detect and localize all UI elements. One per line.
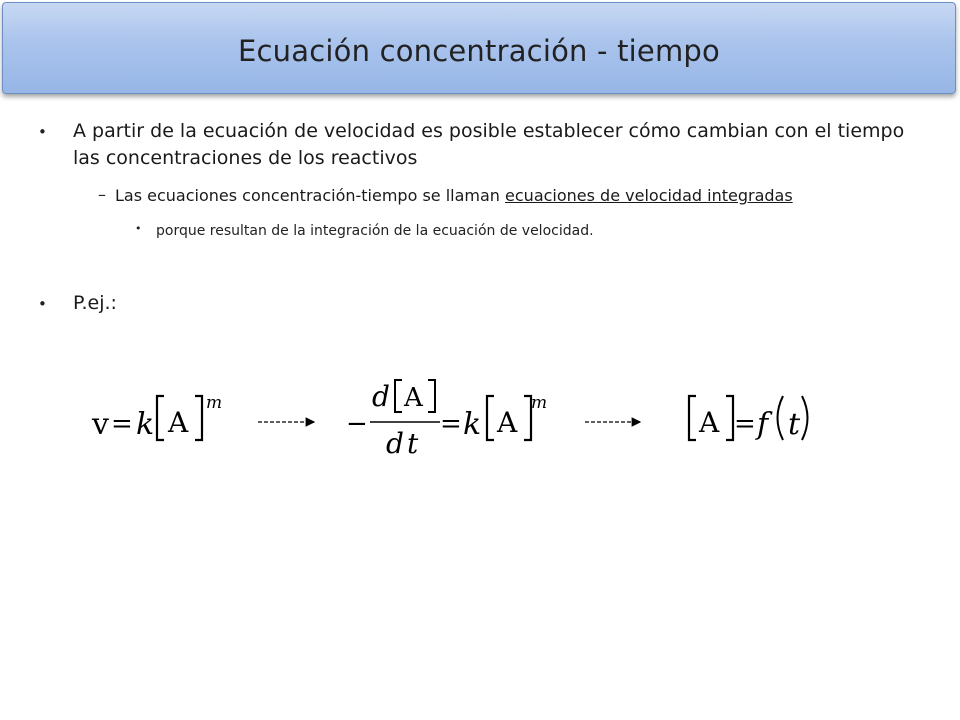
eq2-bracket-left-num (395, 380, 402, 412)
eq2-d-denominator: d (386, 427, 404, 460)
eq2-t-denominator: t (407, 427, 419, 460)
eq1-v: v (92, 407, 109, 442)
bullet-mark: • (135, 222, 142, 235)
eq3-f: f (757, 407, 769, 442)
eq2-minus: − (346, 409, 368, 439)
bullet-level3-1 (135, 220, 935, 242)
bullet-level1-1 (38, 118, 938, 172)
bullet-level2-1 (98, 184, 948, 208)
bullet-level1-2 (38, 290, 117, 317)
equation-integrated (689, 396, 808, 442)
equations-figure (0, 360, 960, 470)
bullet-text: porque resultan de la integración de la ecuación de velocidad. (156, 223, 594, 239)
eq3-paren-left (778, 396, 784, 440)
eq2-equals: = (440, 409, 462, 439)
bullet-text: P.ej.: (73, 292, 117, 314)
eq3-bracket-right (726, 396, 733, 440)
eq3-A: A (699, 406, 720, 439)
eq2-exponent: m (531, 393, 548, 413)
slide-title: Ecuación concentración - tiempo (238, 34, 720, 68)
equation-rate-law (91, 393, 222, 442)
eq3-t: t (788, 407, 801, 442)
equation-differential (346, 380, 547, 460)
eq2-A-numerator: A (404, 383, 423, 413)
eq2-d-numerator: d (372, 380, 390, 413)
eq2-bracket-right (524, 396, 531, 440)
eq1-A: A (168, 406, 189, 439)
bullet-text-plain: Las ecuaciones concentración-tiempo se llaman (115, 186, 506, 205)
bullet-mark: • (38, 123, 47, 141)
eq1-k: k (136, 407, 155, 442)
eq3-paren-right (802, 396, 808, 440)
dash-mark: – (98, 185, 106, 204)
bullet-text: A partir de la ecuación de velocidad es posible establecer cómo cambian con el tiempo las concentraciones de los reactivos (73, 120, 905, 169)
eq1-bracket-left (157, 396, 164, 440)
eq3-bracket-left (689, 396, 696, 440)
eq1-equals: = (111, 409, 133, 439)
bullet-mark: • (38, 295, 47, 313)
eq2-bracket-left (487, 396, 494, 440)
underlined-term: ecuaciones de velocidad integradas (505, 186, 793, 205)
eq2-k: k (463, 407, 482, 442)
eq2-bracket-right-num (428, 380, 435, 412)
eq1-exponent: m (206, 393, 223, 413)
eq2-A: A (497, 406, 518, 439)
bullet-text (115, 184, 793, 208)
title-bar (2, 2, 956, 94)
eq1-bracket-right (195, 396, 202, 440)
eq3-equals: = (734, 409, 756, 439)
